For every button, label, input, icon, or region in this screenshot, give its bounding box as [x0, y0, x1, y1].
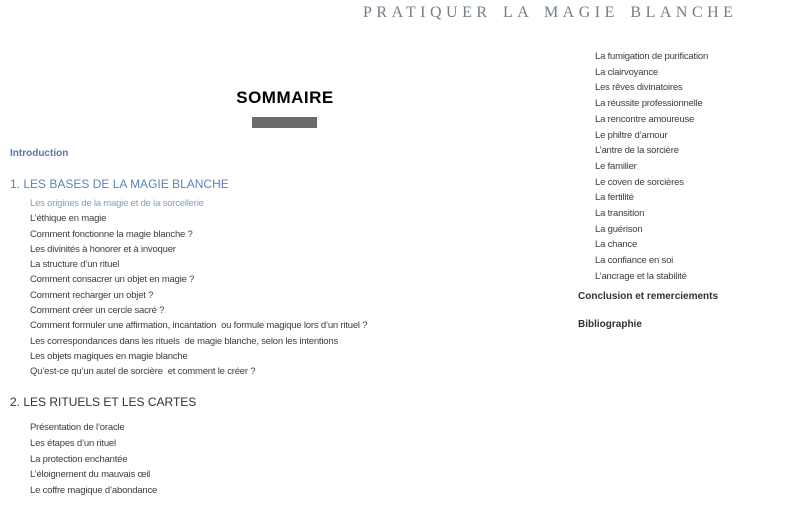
book-title: PRATIQUER LA MAGIE BLANCHE: [363, 4, 738, 21]
toc-item[interactable]: La clairvoyance: [595, 66, 659, 78]
toc-section-2-items: [30, 420, 157, 499]
toc-right-column-items: [595, 49, 708, 285]
toc-item[interactable]: Le philtre d’amour: [595, 129, 668, 141]
toc-item[interactable]: Les origines de la magie et de la sorcellerie: [30, 198, 204, 209]
toc-item[interactable]: Le familier: [595, 160, 637, 172]
toc-entry-introduction[interactable]: Introduction: [10, 148, 69, 159]
toc-item[interactable]: La confiance en soi: [595, 255, 674, 267]
toc-entry-conclusion[interactable]: Conclusion et remerciements: [578, 291, 719, 302]
title-divider-bar: [252, 117, 317, 128]
toc-item[interactable]: Les correspondances dans les rituels de magie blanche, selon les intentions: [30, 335, 338, 347]
toc-item[interactable]: Comment recharger un objet ?: [30, 289, 154, 301]
toc-item[interactable]: Comment fonctionne la magie blanche ?: [30, 228, 193, 240]
toc-item[interactable]: Les rêves divinatoires: [595, 82, 683, 94]
toc-item[interactable]: Les objets magiques en magie blanche: [30, 350, 188, 362]
toc-item[interactable]: Les divinités à honorer et à invoquer: [30, 243, 176, 255]
toc-item[interactable]: L’antre de la sorcière: [595, 145, 679, 157]
toc-item[interactable]: La chance: [595, 239, 638, 251]
page-title: SOMMAIRE: [236, 88, 334, 107]
toc-item[interactable]: La structure d’un rituel: [30, 259, 120, 271]
toc-item[interactable]: La fertilité: [595, 192, 634, 204]
toc-item[interactable]: Comment consacrer un objet en magie ?: [30, 274, 195, 286]
toc-item[interactable]: Présentation de l’oracle: [30, 422, 125, 433]
toc-item[interactable]: Qu’est-ce qu’un autel de sorcière et comment le créer ?: [30, 366, 256, 378]
toc-item[interactable]: Le coffre magique d’abondance: [30, 485, 158, 497]
toc-item[interactable]: L’éthique en magie: [30, 213, 107, 225]
toc-section-heading-2[interactable]: 2. LES RITUELS ET LES CARTES: [10, 395, 197, 409]
toc-item[interactable]: La protection enchantée: [30, 453, 128, 465]
toc-item[interactable]: Les étapes d’un rituel: [30, 437, 116, 449]
toc-entry-bibliographie[interactable]: Bibliographie: [578, 319, 642, 330]
toc-item[interactable]: La réussite professionnelle: [595, 98, 703, 110]
toc-item[interactable]: Comment formuler une affirmation, incantation ou formule magique lors d’un rituel ?: [30, 320, 368, 332]
toc-item[interactable]: La guérison: [595, 223, 643, 235]
toc-section-1-items: [30, 196, 367, 380]
toc-section-heading-1[interactable]: 1. LES BASES DE LA MAGIE BLANCHE: [10, 177, 229, 191]
toc-item[interactable]: Le coven de sorcières: [595, 176, 684, 188]
toc-item[interactable]: La rencontre amoureuse: [595, 113, 695, 125]
toc-item[interactable]: Comment créer un cercle sacré ?: [30, 305, 165, 317]
toc-item[interactable]: La fumigation de purification: [595, 51, 709, 62]
toc-item[interactable]: L’éloignement du mauvais œil: [30, 469, 151, 481]
toc-item[interactable]: L’ancrage et la stabilité: [595, 270, 687, 282]
toc-item[interactable]: La transition: [595, 208, 645, 220]
